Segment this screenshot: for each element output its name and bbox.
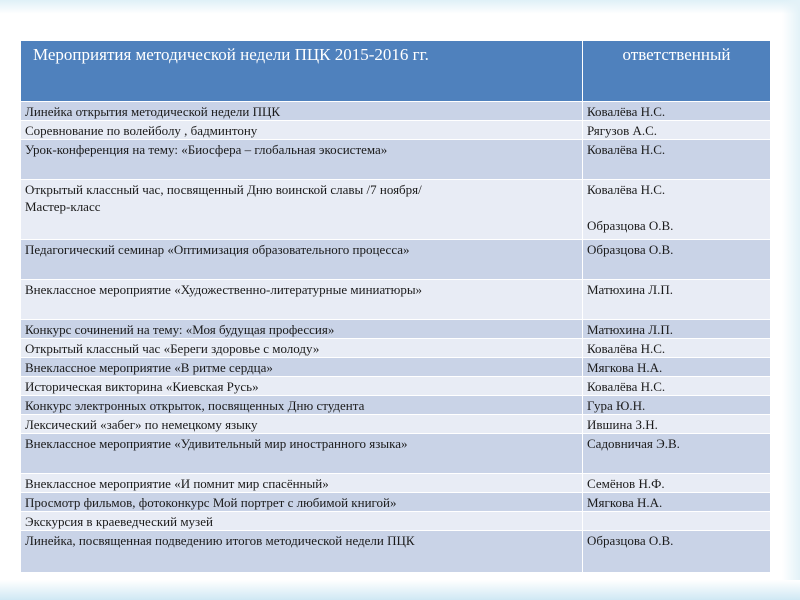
event-cell: Внеклассное мероприятие «Удивительный мир иностранного языка» — [21, 434, 583, 474]
responsible-cell: Ившина З.Н. — [583, 415, 771, 434]
responsible-cell: Мягкова Н.А. — [583, 358, 771, 377]
table-row — [21, 320, 771, 339]
responsible-cell: Матюхина Л.П. — [583, 280, 771, 320]
responsible-cell: Семёнов Н.Ф. — [583, 474, 771, 493]
responsible-cell: Ковалёва Н.С. — [583, 377, 771, 396]
event-cell: Просмотр фильмов, фотоконкурс Мой портрет с любимой книгой» — [21, 493, 583, 512]
slide-bottom-gradient — [0, 580, 800, 600]
table-row — [21, 531, 771, 573]
event-line: Мастер-класс — [25, 199, 101, 214]
responsible-cell: Рягузов А.С. — [583, 121, 771, 140]
responsible-cell: Ковалёва Н.С. — [583, 339, 771, 358]
event-cell: Урок-конференция на тему: «Биосфера – глобальная экосистема» — [21, 140, 583, 180]
table-row — [21, 434, 771, 474]
responsible-cell: Образцова О.В. — [583, 240, 771, 280]
table-row — [21, 339, 771, 358]
table-row — [21, 280, 771, 320]
event-cell: Педагогический семинар «Оптимизация образовательного процесса» — [21, 240, 583, 280]
header-events: Мероприятия методической недели ПЦК 2015-2016 гг. — [21, 41, 583, 102]
event-cell: Внеклассное мероприятие «В ритме сердца» — [21, 358, 583, 377]
events-table-container — [20, 40, 770, 573]
table-row — [21, 240, 771, 280]
responsible-cell: Ковалёва Н.С. — [583, 102, 771, 121]
slide-top-gradient — [0, 0, 800, 14]
event-cell: Линейка открытия методической недели ПЦК — [21, 102, 583, 121]
table-header-row — [21, 41, 771, 102]
table-row — [21, 102, 771, 121]
responsible-cell: Садовничая Э.В. — [583, 434, 771, 474]
event-cell: Линейка, посвященная подведению итогов методической недели ПЦК — [21, 531, 583, 573]
slide-right-gradient — [782, 0, 800, 600]
event-cell: Внеклассное мероприятие «И помнит мир спасённый» — [21, 474, 583, 493]
table-row — [21, 180, 771, 240]
responsible-cell — [583, 180, 771, 240]
event-cell: Внеклассное мероприятие «Художественно-литературные миниатюры» — [21, 280, 583, 320]
event-cell: Лексический «забег» по немецкому языку — [21, 415, 583, 434]
responsible-cell: Ковалёва Н.С. — [583, 140, 771, 180]
events-table — [20, 40, 771, 573]
event-cell: Конкурс электронных открыток, посвященных Дню студента — [21, 396, 583, 415]
table-row — [21, 121, 771, 140]
responsible-cell: Гура Ю.Н. — [583, 396, 771, 415]
responsible-line: Образцова О.В. — [587, 218, 674, 233]
event-cell: Экскурсия в краеведческий музей — [21, 512, 583, 531]
event-cell: Соревнование по волейболу , бадминтону — [21, 121, 583, 140]
responsible-cell: Образцова О.В. — [583, 531, 771, 573]
responsible-cell: Мягкова Н.А. — [583, 493, 771, 512]
header-responsible: ответственный — [583, 41, 771, 102]
event-cell: Историческая викторина «Киевская Русь» — [21, 377, 583, 396]
responsible-cell: Матюхина Л.П. — [583, 320, 771, 339]
table-row — [21, 512, 771, 531]
table-row — [21, 396, 771, 415]
table-row — [21, 415, 771, 434]
responsible-line: Ковалёва Н.С. — [587, 182, 666, 197]
event-line: Открытый классный час, посвященный Дню воинской славы /7 ноября/ — [25, 182, 422, 197]
table-row — [21, 493, 771, 512]
event-cell: Открытый классный час «Береги здоровье с молоду» — [21, 339, 583, 358]
table-row — [21, 474, 771, 493]
event-cell — [21, 180, 583, 240]
table-row — [21, 377, 771, 396]
event-cell: Конкурс сочинений на тему: «Моя будущая профессия» — [21, 320, 583, 339]
table-row — [21, 358, 771, 377]
responsible-cell — [583, 512, 771, 531]
table-row — [21, 140, 771, 180]
